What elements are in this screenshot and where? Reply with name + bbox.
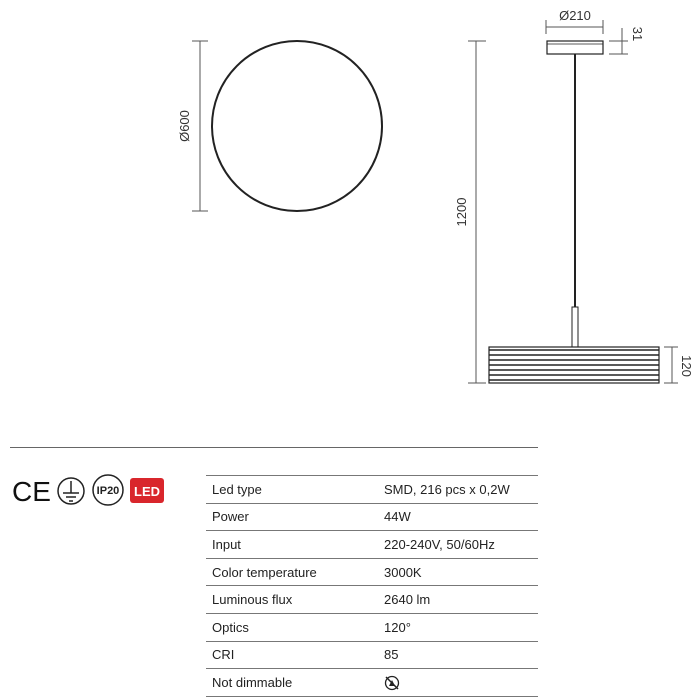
ce-mark-icon bbox=[12, 476, 51, 507]
shade-top-view-circle bbox=[212, 41, 382, 211]
spec-value: 44W bbox=[384, 509, 411, 525]
spec-label: Luminous flux bbox=[212, 592, 293, 608]
spec-label: Power bbox=[212, 509, 249, 525]
canopy-diameter-label: Ø210 bbox=[559, 8, 591, 23]
spec-value: 2640 lm bbox=[384, 592, 431, 608]
spec-value: 3000K bbox=[384, 564, 422, 580]
svg-text:IP20: IP20 bbox=[96, 485, 120, 497]
spec-row bbox=[206, 503, 538, 531]
spec-value bbox=[378, 669, 538, 697]
spec-value: 85 bbox=[384, 647, 399, 663]
spec-label: Color temperature bbox=[212, 564, 317, 580]
protective-earth-icon bbox=[58, 478, 84, 504]
top-view bbox=[177, 41, 382, 211]
spec-value: 220-240V, 50/60Hz bbox=[384, 536, 495, 552]
shade-height-label: 120 bbox=[679, 355, 694, 377]
spec-row bbox=[206, 613, 538, 641]
spec-row bbox=[206, 558, 538, 586]
spec-label: Led type bbox=[212, 481, 262, 497]
shade-side-view bbox=[489, 347, 659, 383]
spec-table bbox=[206, 475, 538, 697]
shade-diameter-label: Ø600 bbox=[177, 110, 192, 142]
spec-label: CRI bbox=[212, 647, 235, 663]
section-divider bbox=[10, 447, 538, 448]
spec-value: 120° bbox=[384, 619, 411, 635]
spec-row bbox=[206, 669, 538, 697]
cable-holder bbox=[572, 307, 578, 347]
led-badge-icon bbox=[130, 478, 164, 503]
canopy-height-label: 31 bbox=[630, 26, 645, 42]
spec-label: Input bbox=[212, 536, 241, 552]
total-height-label: 1200 bbox=[454, 197, 469, 227]
spec-row bbox=[206, 641, 538, 669]
spec-row bbox=[206, 531, 538, 559]
spec-label: Not dimmable bbox=[212, 674, 293, 690]
svg-text:CE: CE bbox=[12, 476, 51, 507]
canopy bbox=[547, 41, 603, 54]
ip20-icon bbox=[93, 475, 123, 505]
spec-row bbox=[206, 476, 538, 504]
spec-value: SMD, 216 pcs x 0,2W bbox=[384, 481, 510, 497]
svg-text:LED: LED bbox=[134, 484, 160, 499]
certification-marks bbox=[12, 474, 172, 508]
side-view bbox=[454, 8, 694, 383]
spec-label: Optics bbox=[212, 619, 249, 635]
spec-row bbox=[206, 586, 538, 614]
not-dimmable-icon bbox=[384, 675, 400, 691]
